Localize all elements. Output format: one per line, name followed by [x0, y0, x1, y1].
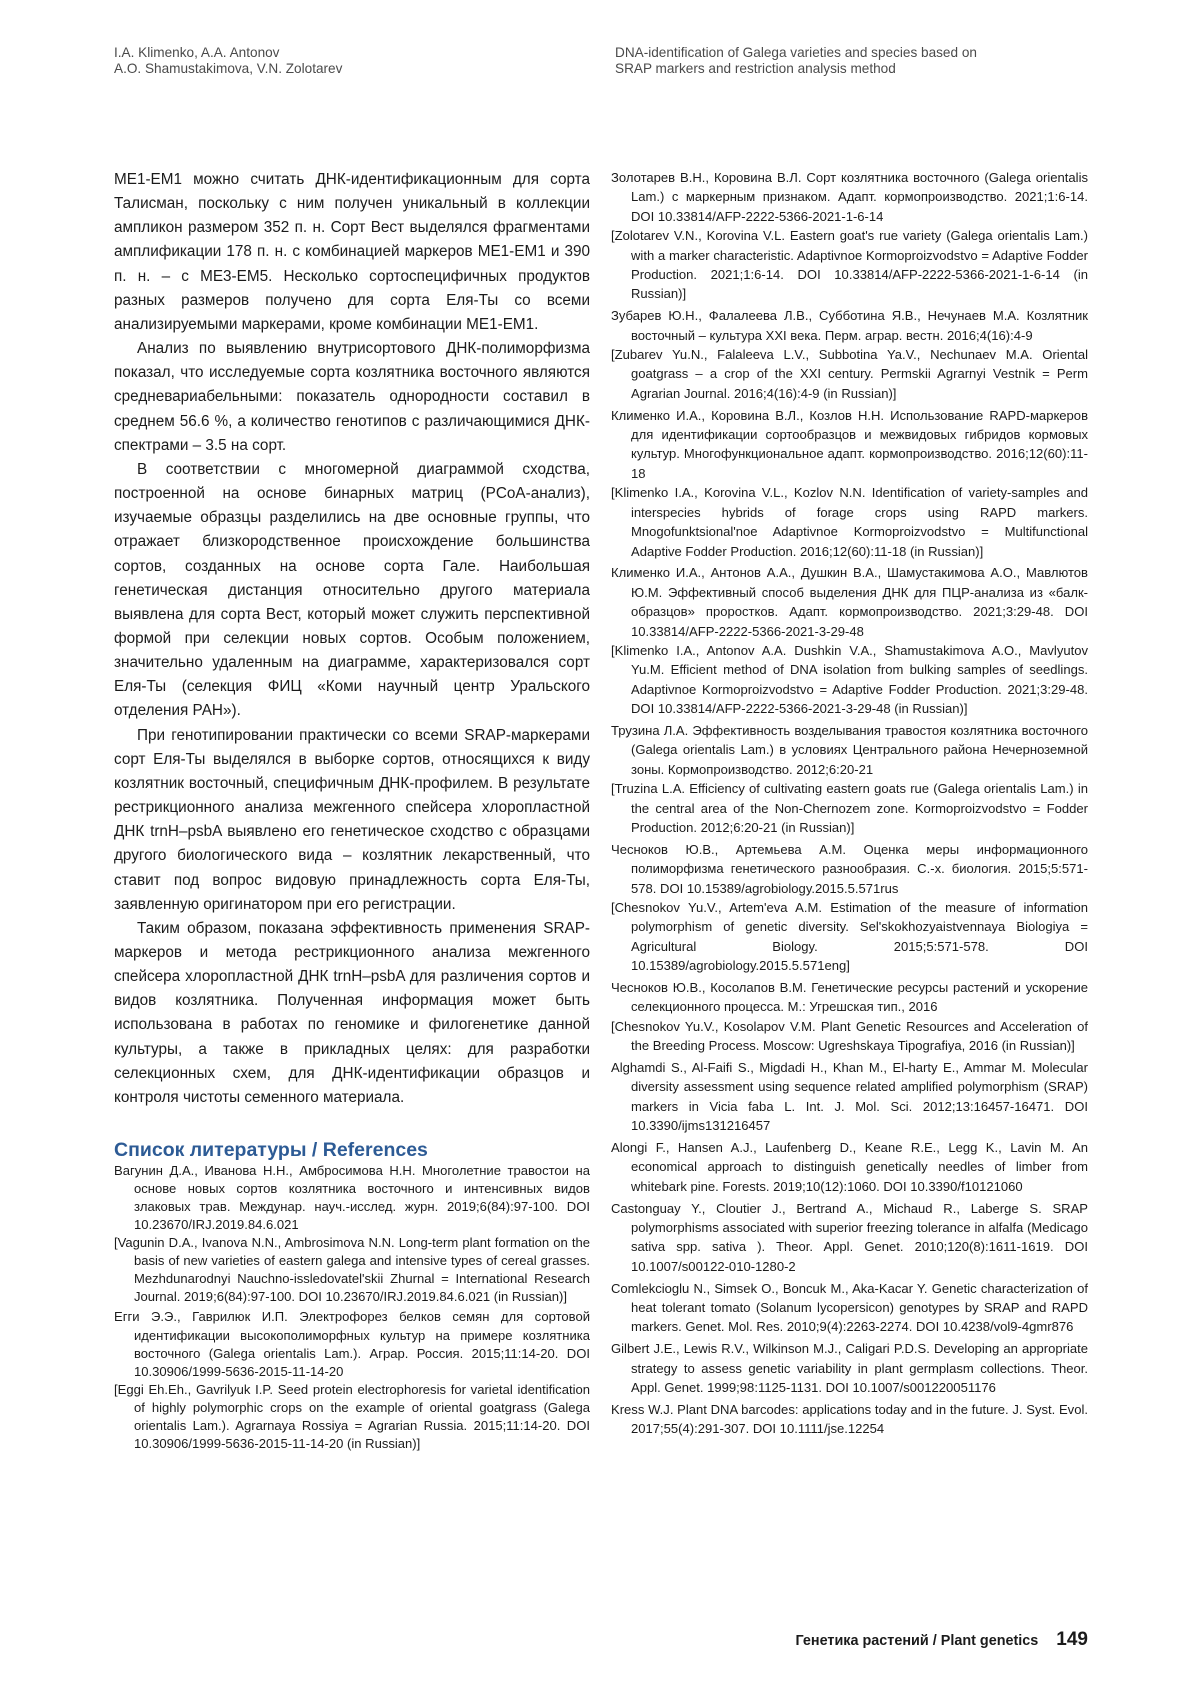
reference-translation: [Chesnokov Yu.V., Artem'eva A.M. Estimation of the measure of information polymorphism of genetic diversity. Sel'skokhozyaistvennaya Biologiya = Agricultural Biology. 2015;5:571-578. DOI 10.15389/agrobiology.2015.5.571eng]: [611, 899, 1088, 974]
reference-item: [611, 306, 1088, 403]
reference-text: Castonguay Y., Cloutier J., Bertrand A., Michaud R., Laberge S. SRAP polymorphisms associated with superior freezing tolerance in alfalfa (Medicago sativa spp. sativa ). Theor. Appl. Genet. 2010;120(8):1611-1619. DOI 10.1007/s00122-010-1280-2: [611, 1200, 1088, 1274]
body-paragraph: ME1-EM1 можно считать ДНК-идентификационным для сорта Талисман, поскольку с ним получен уникальный в коллекции ампликон размером 352 п. н. Сорт Вест выделялся фрагментами амплификации 178 п. н. с комбинацией маркеров ME1-EM1 и 390 п. н. – с ME3-EM5. Несколько сортоспецифичных продуктов разных размеров получено для сорта Еля-Ты со всеми анализируемыми маркерами, кроме комбинации ME1-EM1.: [114, 171, 590, 333]
reference-text: Трузина Л.А. Эффективность возделывания травостоя козлятника восточного (Galega orientalis Lam.) в условиях Центрального района Нечерноземной зоны. Кормопроизводство. 2012;6:20-21: [611, 722, 1088, 777]
running-header-title: [615, 45, 1085, 77]
body-paragraph: При генотипировании практически со всеми SRAP-маркерами сорт Еля-Ты выделялся в выборке сортов, относящихся к виду козлятник восточный, специфичным ДНК-профилем. В результате рестрикционного анализа межгенного спейсера хлоропластной ДНК trnH–psbA выявлено его генетическое сходство с образцами другого биологического вида – козлятник лекарственный, что ставит под вопрос видовую принадлежность сорта Еля-Ты, заявленную оригинатором при его регистрации.: [114, 726, 590, 913]
body-paragraph: Анализ по выявлению внутрисортового ДНК-полиморфизма показал, что исследуемые сорта козлятника восточного являются средневариабельными: показатель однородности составил в среднем 56.6 %, а количество генотипов с различающимися ДНК-спектрами – 3.5 на сорт.: [114, 340, 590, 454]
reference-text: Зубарев Ю.Н., Фалалеева Л.В., Субботина Я.В., Нечунаев М.А. Козлятник восточный – культура XXI века. Перм. аграр. вестн. 2016;4(16):4-9: [611, 308, 1088, 343]
reference-item: [611, 168, 1088, 304]
left-column: [114, 168, 590, 1453]
reference-item: [611, 406, 1088, 561]
header-title-line-2: SRAP markers and restriction analysis method: [615, 61, 896, 76]
references-list-left: [114, 1162, 590, 1453]
page-number: 149: [1056, 1629, 1088, 1650]
reference-translation: [Chesnokov Yu.V., Kosolapov V.M. Plant Genetic Resources and Acceleration of the Breeding Process. Moscow: Ugreshskaya Tipografiya, 2016 (in Russian)]: [611, 1018, 1088, 1054]
header-authors-line-1: I.A. Klimenko, A.A. Antonov: [114, 45, 280, 60]
reference-text: Alghamdi S., Al-Faifi S., Migdadi H., Khan M., El-harty E., Ammar M. Molecular diversity assessment using sequence related amplified polymorphism (SRAP) markers in Vicia faba L. Int. J. Mol. Sci. 2012;13:16457-16471. DOI 10.3390/ijms131216457: [611, 1060, 1088, 1134]
footer-section-title: Генетика растений / Plant genetics: [795, 1633, 1039, 1649]
reference-item: [611, 563, 1088, 718]
reference-translation: [Zolotarev V.N., Korovina V.L. Eastern goat's rue variety (Galega orientalis Lam.) with a marker characteristic. Adaptivnoe Kormoproizvodstvo = Adaptive Fodder Production. 2021;1:6-14. DOI 10.33814/AFP-2222-5366-2021-1-6-14 (in Russian)]: [611, 228, 1088, 302]
reference-text: Егги Э.Э., Гаврилюк И.П. Электрофорез белков семян для сортовой идентификации высокополиморфных культур на примере козлятника восточного (Galega orientalis Lam.). Аграр. Россия. 2015;11:14-20. DOI 10.30906/1999-5636-2015-11-14-20: [114, 1309, 590, 1379]
reference-text: Клименко И.А., Коровина В.Л., Козлов Н.Н. Использование RAPD-маркеров для идентификации сортообразцов и межвидовых гибридов кормовых культур. Многофункциональное адапт. кормопроизводство. 2016;12(60):11-18: [611, 407, 1088, 481]
reference-text: Чесноков Ю.В., Косолапов В.М. Генетические ресурсы растений и ускорение селекционного процесса. М.: Угрешская тип., 2016: [611, 980, 1088, 1015]
reference-item: [611, 1199, 1088, 1277]
reference-translation: [Klimenko I.A., Korovina V.L., Kozlov N.N. Identification of variety-samples and interspecies hybrids of forage crops using RAPD markers. Mnogofunktsional'noe Adaptivnoe Kormoproizvodstvo = Multifunctional Adaptive Fodder Production. 2016;12(60):11-18 (in Russian)]: [611, 485, 1088, 559]
reference-item: [611, 1279, 1088, 1337]
body-paragraph: В соответствии с многомерной диаграммой сходства, построенной на основе бинарных матриц (PCoA-анализ), изучаемые образцы разделились на две основные группы, что отражает близкородственное происхождение большинства сортов, созданных на основе сорта Гале. Наибольшая генетическая дистанция относительно другого материала выявлена для сорта Вест, который может служить перспективной формой при селекции новых сортов. Особым положением, значительно удаленным на диаграмме, характеризовался сорт Еля-Ты (селекция ФИЦ «Коми научный центр Уральского отделения РАН»).: [114, 460, 590, 720]
references-heading: Список литературы / References: [114, 1139, 428, 1162]
header-title-line-1: DNA-identification of Galega varieties and species based on: [615, 45, 977, 60]
references-list-right: [611, 168, 1088, 1439]
reference-text: Клименко И.А., Антонов А.А., Душкин В.А., Шамустакимова А.О., Мавлютов Ю.М. Эффективный способ выделения ДНК для ПЦР-анализа из «балк-образцов» проростков. Адапт. кормопроизводство. 2021;3:29-48. DOI 10.33814/AFP-2222-5366-2021-3-29-48: [611, 565, 1088, 639]
reference-item: [611, 1339, 1088, 1397]
running-header-authors: [114, 45, 534, 77]
reference-translation: [Truzina L.A. Efficiency of cultivating eastern goats rue (Galega orientalis Lam.) in the central area of the Non-Chernozem zone. Kormoproizvodstvo = Fodder Production. 2012;6:20-21 (in Russian)]: [611, 781, 1088, 835]
reference-text: Золотарев В.Н., Коровина В.Л. Сорт козлятника восточного (Galega orientalis Lam.) с маркерным признаком. Адапт. кормопроизводство. 2021;1:6-14. DOI 10.33814/AFP-2222-5366-2021-1-6-14: [611, 170, 1088, 224]
reference-item: [611, 978, 1088, 1056]
reference-item: [611, 1138, 1088, 1196]
reference-text: Вагунин Д.А., Иванова Н.Н., Амбросимова Н.Н. Многолетние травостои на основе новых сортов козлятника восточного и интенсивных видов злаковых трав. Междунар. науч.-исслед. журн. 2019;6(84):97-100. DOI 10.23670/IRJ.2019.84.6.021: [114, 1163, 590, 1233]
reference-translation: [Eggi Eh.Eh., Gavrilyuk I.P. Seed protein electrophoresis for varietal identification of highly polymorphic crops on the example of oriental goatgrass (Galega orientalis Lam.). Agrarnaya Rossiya = Agrarian Russia. 2015;11:14-20. DOI 10.30906/1999-5636-2015-11-14-20 (in Russian)]: [114, 1381, 590, 1451]
body-paragraph: Таким образом, показана эффективность применения SRAP-маркеров и метода рестрикционного анализа межгенного спейсера хлоропластной ДНК trnH–psbA для различения сортов и видов козлятника. Полученная информация может быть использована в работах по геномике и филогенетике данной культуры, а также в прикладных целях: для разработки селекционных схем, для ДНК-идентификации образцов и контроля чистоты семенного материала.: [114, 919, 590, 1106]
reference-item: [114, 1308, 590, 1452]
reference-translation: [Vagunin D.A., Ivanova N.N., Ambrosimova N.N. Long-term plant formation on the basis of new varieties of eastern galega and intensive types of cereal grasses. Mezhdunarodnyi Nauchno-issledovatel'skii Zhurnal = International Research Journal. 2019;6(84):97-100. DOI 10.23670/IRJ.2019.84.6.021 (in Russian)]: [114, 1235, 590, 1305]
reference-translation: [Zubarev Yu.N., Falaleeva L.V., Subbotina Ya.V., Nechunaev M.A. Oriental goatgrass – a crop of the XXI century. Permskii Agrarnyi Vestnik = Perm Agrarian Journal. 2016;4(16):4-9 (in Russian)]: [611, 347, 1088, 401]
reference-item: [611, 840, 1088, 976]
reference-text: Gilbert J.E., Lewis R.V., Wilkinson M.J., Caligari P.D.S. Developing an appropriate strategy to assess genetic variability in plant germplasm collections. Theor. Appl. Genet. 1999;98:1125-1131. DOI 10.1007/s001220051176: [611, 1341, 1088, 1396]
reference-item: [611, 721, 1088, 837]
reference-text: Comlekcioglu N., Simsek O., Boncuk M., Aka-Kacar Y. Genetic characterization of heat tolerant tomato (Solanum lycopersicon) genotypes by SRAP and RAPD markers. Genet. Mol. Res. 2010;9(4):2263-2274. DOI 10.4238/vol9-4gmr876: [611, 1280, 1088, 1335]
page-footer: [600, 1630, 1088, 1651]
reference-item: [611, 1400, 1088, 1439]
reference-text: Чесноков Ю.В., Артемьева А.М. Оценка меры информационного полиморфизма генетического разнообразия. С.-х. биология. 2015;5:571-578. DOI 10.15389/agrobiology.2015.5.571rus: [611, 841, 1088, 896]
reference-text: Alongi F., Hansen A.J., Laufenberg D., Keane R.E., Legg K., Lavin M. An economical approach to distinguish genetically needles of limber from whitebark pine. Forests. 2019;10(12):1060. DOI 10.3390/f10121060: [611, 1140, 1088, 1194]
reference-translation: [Klimenko I.A., Antonov A.A. Dushkin V.A., Shamustakimova A.O., Mavlyutov Yu.M. Efficient method of DNA isolation from bulking samples of seedlings. Adaptivnoe Kormoproizvodstvo = Adaptive Fodder Production. 2021;3:29-48. DOI 10.33814/AFP-2222-5366-2021-3-29-48 (in Russian)]: [611, 642, 1088, 717]
right-column: [611, 168, 1088, 1439]
header-authors-line-2: A.O. Shamustakimova, V.N. Zolotarev: [114, 61, 343, 76]
reference-item: [114, 1162, 590, 1306]
reference-item: [611, 1058, 1088, 1136]
reference-text: Kress W.J. Plant DNA barcodes: applications today and in the future. J. Syst. Evol. 2017;55(4):291-307. DOI 10.1111/jse.12254: [611, 1401, 1088, 1437]
